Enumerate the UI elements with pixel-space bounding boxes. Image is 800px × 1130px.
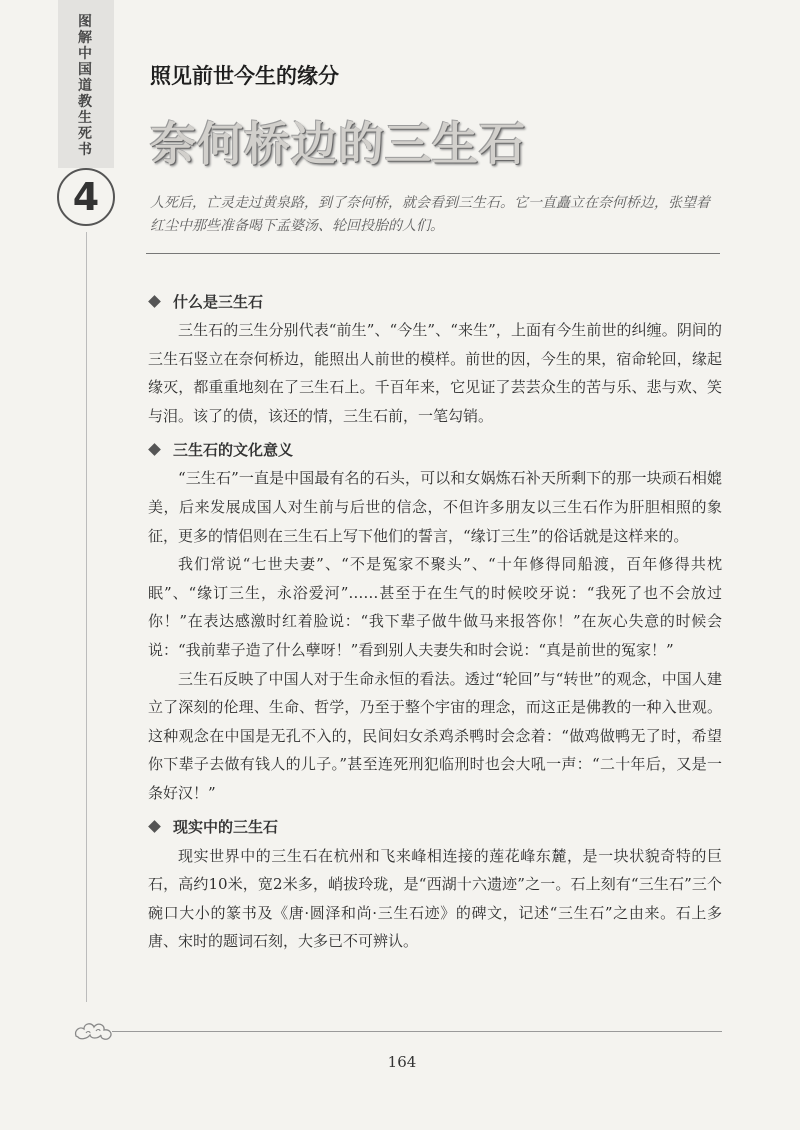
chapter-number-badge: 4 <box>57 168 115 226</box>
section-heading <box>148 436 722 462</box>
intro-paragraph: 人死后，亡灵走过黄泉路，到了奈何桥，就会看到三生石。它一直矗立在奈何桥边，张望着红尘中那些准备喝下孟婆汤、轮回投胎的人们。 <box>150 195 710 234</box>
section-heading <box>148 814 722 840</box>
body-paragraph: 现实世界中的三生石在杭州和飞来峰相连接的莲花峰东麓，是一块状貌奇特的巨石，高约10米，宽2米多，峭拔玲珑，是“西湖十六遗迹”之一。石上刻有“三生石”三个碗口大小的篆书及《唐·圆泽和尚·三生石迹》的碑文，记述“三生石”之由来。石上多唐、宋时的题词石刻，大多已不可辨认。 <box>148 846 722 951</box>
section-heading-text: 什么是三生石 <box>173 292 264 311</box>
margin-line <box>86 232 87 1002</box>
section-heading-text: 现实中的三生石 <box>173 818 279 836</box>
cloud-ornament-icon <box>72 1018 116 1044</box>
body-paragraph: “三生石”一直是中国最有名的石头，可以和女娲炼石补天所剩下的那一块顽石相媲美，后来发展成国人对生前与后世的信念，不但许多朋友以三生石作为肝胆相照的象征，更多的情侣则在三生石上写下他们的誓言，“缘订三生”的俗话就是这样来的。 <box>148 469 722 545</box>
body-paragraph: 三生石反映了中国人对于生命永恒的看法。透过“轮回”与“转世”的观念，中国人建立了深刻的伦理、生命、哲学，乃至于整个宇宙的理念，而这正是佛教的一种入世观。这种观念在中国是无孔不入的，民间妇女杀鸡杀鸭时会念着：“做鸡做鸭无了时，希望你下辈子去做有钱人的儿子。”甚至连死刑犯临刑时也会大吼一声：“二十年后，又是一条好汉！” <box>148 669 722 802</box>
page-title: 奈何桥边的三生石 <box>150 117 526 171</box>
diamond-bullet-icon <box>148 443 161 456</box>
page-number: 164 <box>387 1053 417 1071</box>
footer-divider <box>112 1031 722 1032</box>
diamond-bullet-icon <box>148 295 161 308</box>
section-subtitle: 照见前世今生的缘分 <box>150 64 339 88</box>
intro-divider <box>146 253 720 254</box>
diamond-bullet-icon <box>148 820 161 833</box>
body-paragraph: 三生石的三生分别代表“前生”、“今生”、“来生”，上面有今生前世的纠缠。阴间的三生石竖立在奈何桥边，能照出人前世的模样。前世的因，今生的果，宿命轮回，缘起缘灭，都重重地刻在了三生石上。千百年来，它见证了芸芸众生的苦与乐、悲与欢、笑与泪。该了的债，该还的情，三生石前，一笔勾销。 <box>148 321 722 425</box>
body-paragraph: 我们常说“七世夫妻”、“不是冤家不聚头”、“十年修得同船渡，百年修得共枕眠”、“缘订三生，永浴爱河”……甚至于在生气的时候咬牙说：“我死了也不会放过你！”在表达感激时红着脸说：“我下辈子做牛做马来报答你！”在灰心失意的时候会说：“我前辈子造了什么孽呀！”看到别人夫妻失和时会说：“真是前世的冤家！” <box>148 555 722 659</box>
section-heading <box>148 288 722 314</box>
main-content <box>148 288 722 956</box>
book-title-vertical: 图解中国道教生死书 <box>78 14 92 158</box>
section-heading-text: 三生石的文化意义 <box>173 440 294 459</box>
